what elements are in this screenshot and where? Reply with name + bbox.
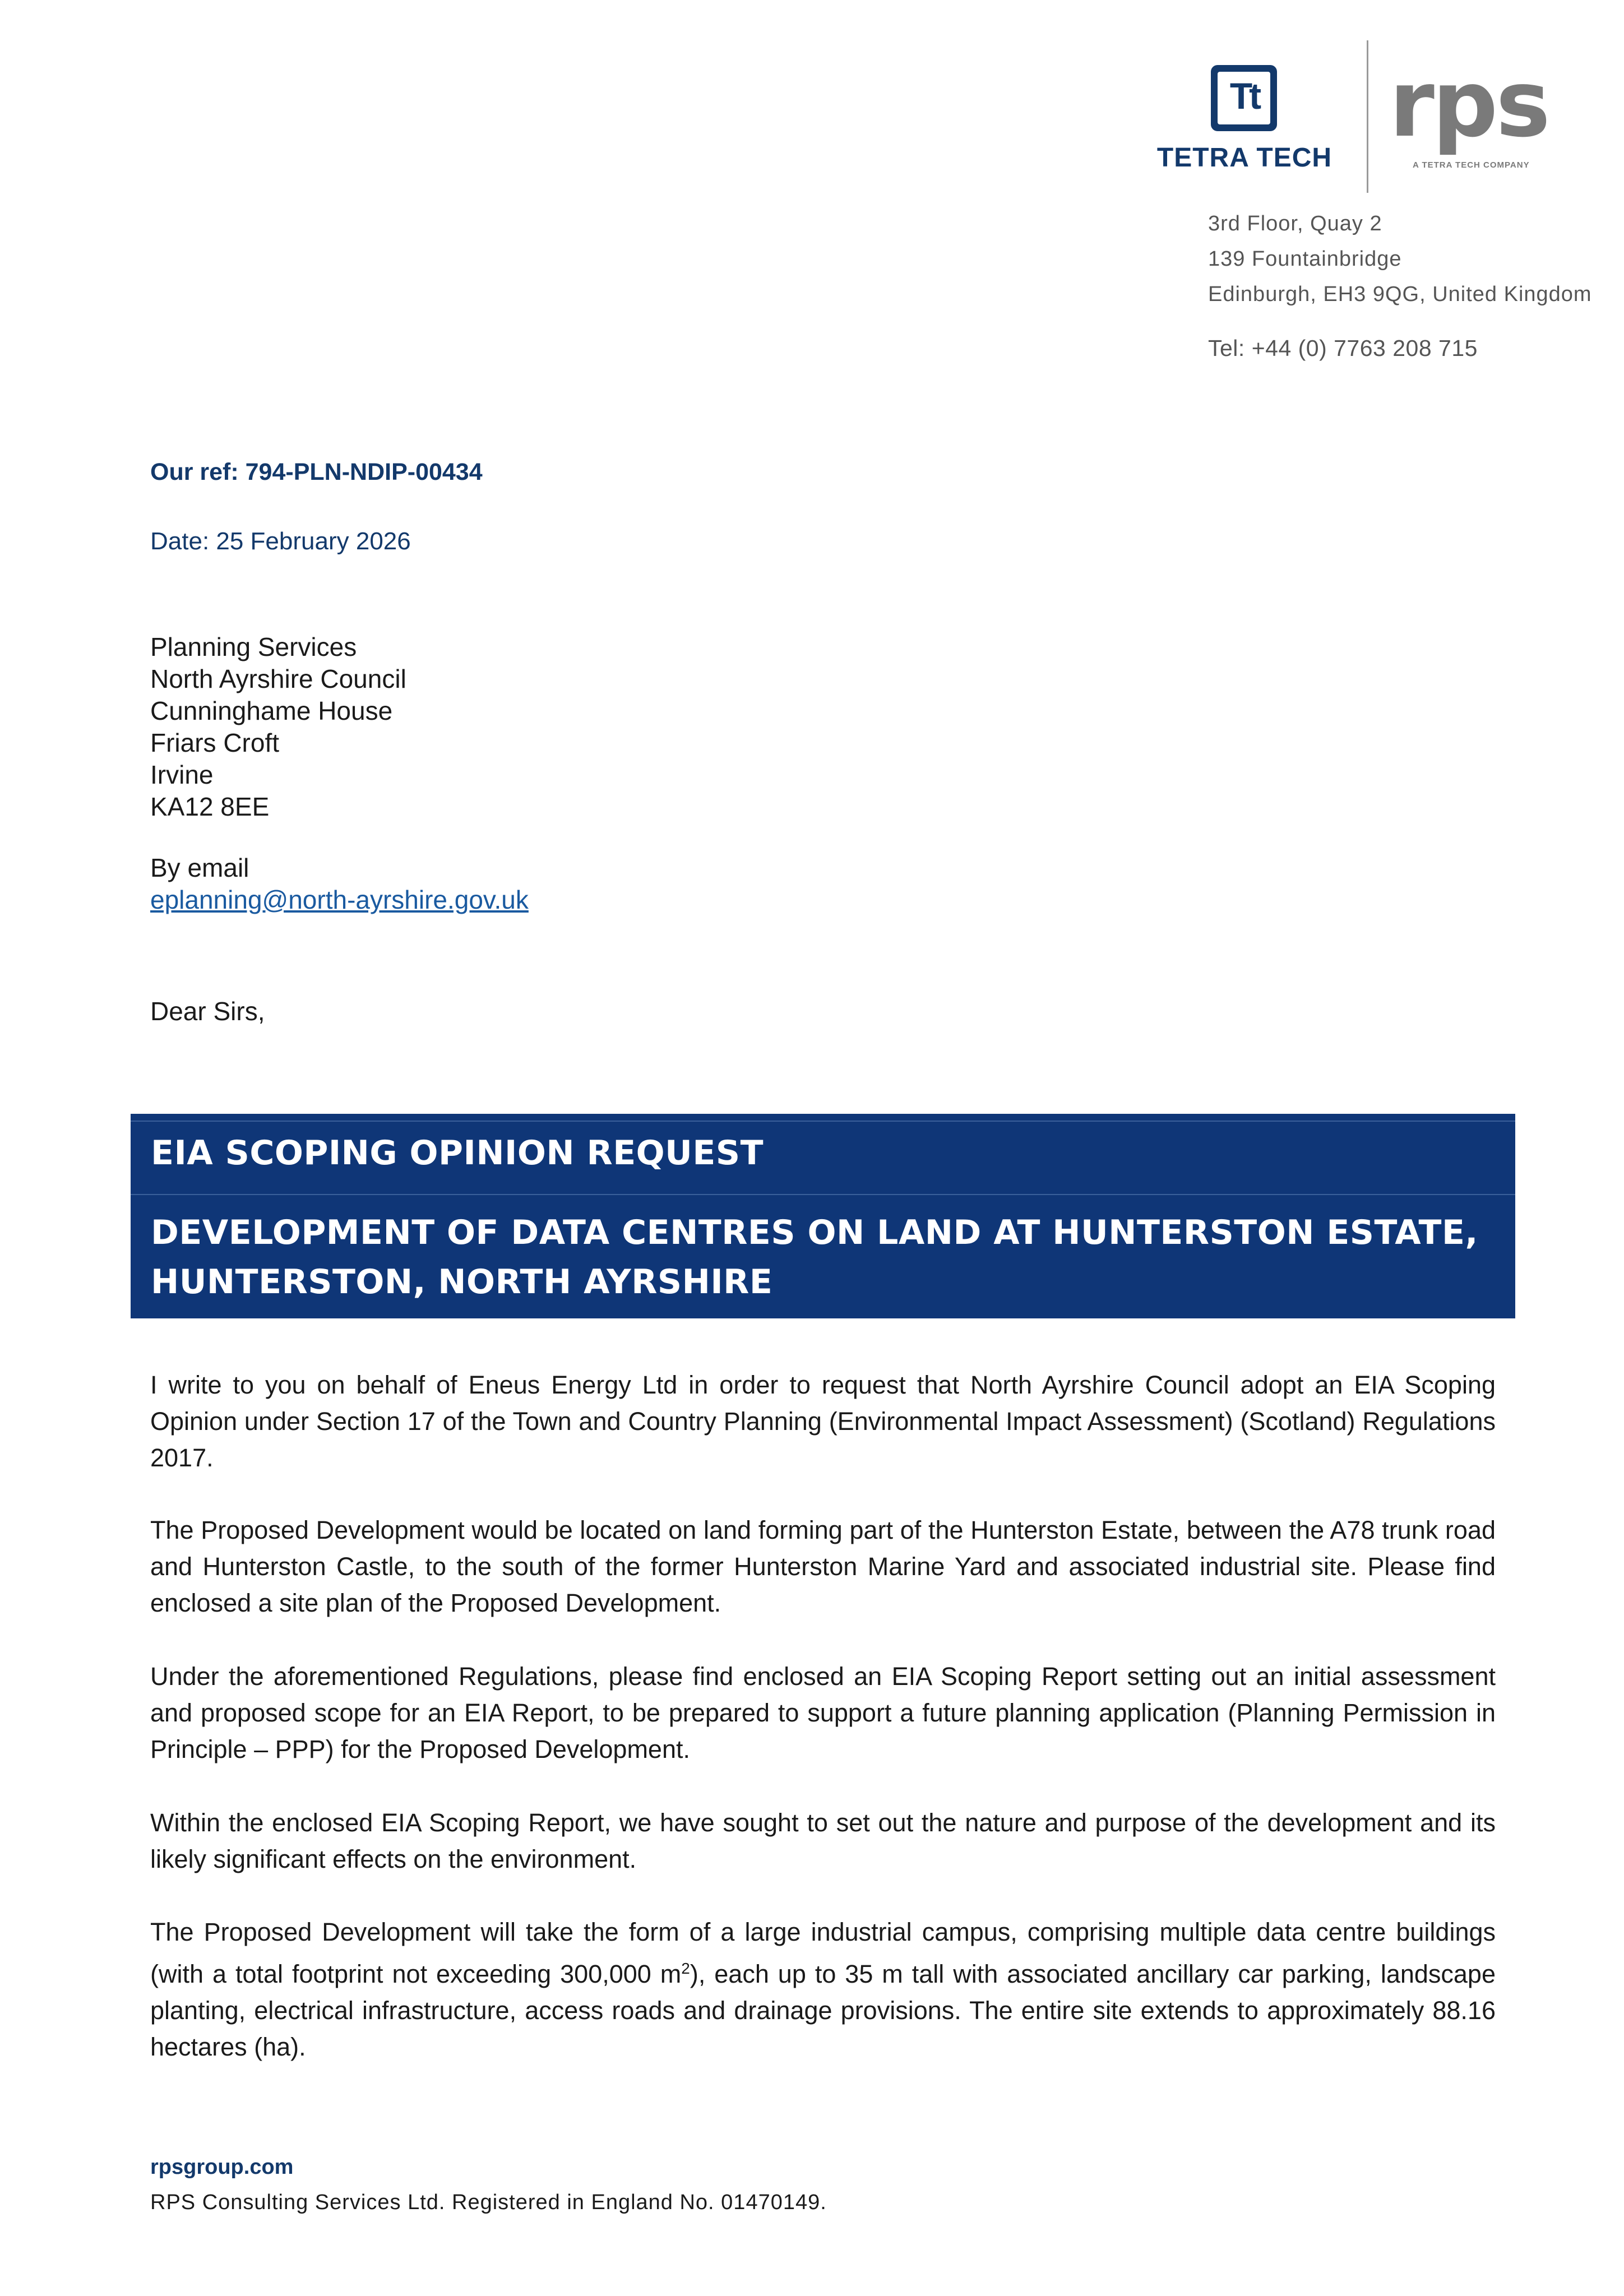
footer-website-link[interactable]: rpsgroup.com [150,2155,294,2179]
body-paragraph-4: Within the enclosed EIA Scoping Report, we have sought to set out the nature and purpose of the development and its likely significant effects on the environment. [150,1808,1496,1873]
banner-subtitle-line-2: HUNTERSTON, NORTH AYRSHIRE [151,1262,773,1302]
footer-registration: RPS Consulting Services Ltd. Registered in England No. 01470149. [150,2191,827,2214]
rps-logo [1389,50,1569,173]
recipient-address [150,631,406,823]
recipient-line: Friars Croft [150,728,279,757]
address-line-2: 139 Fountainbridge [1208,247,1402,271]
body-paragraph-2: The Proposed Development would be located on land forming part of the Hunterston Estate, between the A78 trunk road and Hunterston Castle, to the south of the former Hunterston Marine Yard and associated industrial site. Please find enclosed a site plan of the Proposed Development. [150,1516,1496,1617]
recipient-line: Cunninghame House [150,696,393,725]
email-link[interactable]: eplanning@north-ayrshire.gov.uk [150,885,529,914]
superscript-2: 2 [681,1960,690,1977]
by-email-label: By email [150,853,249,882]
tetra-tech-wordmark: TETRA TECH [1156,143,1332,173]
banner-title: EIA SCOPING OPINION REQUEST [151,1133,764,1173]
rps-tagline: A TETRA TECH COMPANY [1413,160,1530,170]
body-paragraph-1: I write to you on behalf of Eneus Energy Ltd in order to request that North Ayrshire Council adopt an EIA Scoping Opinion under Section 17 of the Town and Country Planning (Environmental Impact Assessment) (Scotland) Regulations 2017. [150,1371,1496,1472]
title-banner [131,1114,1515,1318]
recipient-line: Planning Services [150,632,357,661]
rps-wordmark: rps [1389,50,1548,158]
logo-divider [1367,40,1368,193]
letter-date: Date: 25 February 2026 [150,527,411,555]
salutation: Dear Sirs, [150,997,265,1026]
our-reference: Our ref: 794-PLN-NDIP-00434 [150,459,483,485]
tetra-tech-logo [1144,62,1345,174]
paragraph-5-text-start: The Proposed Development will take the form of a large industrial campus, comprising multiple data centre buildings (with a total footprint not exceeding 300,000 m [150,1918,1496,1988]
tetra-tech-logo-mark [1211,65,1277,131]
address-line-1: 3rd Floor, Quay 2 [1208,212,1382,235]
body-paragraph-3: Under the aforementioned Regulations, please find enclosed an EIA Scoping Report setting out an initial assessment and proposed scope for an EIA Report, to be prepared to support a future planning application (Planning Permission in Principle – PPP) for the Proposed Development. [150,1662,1496,1763]
recipient-line: Irvine [150,760,214,789]
body-paragraph-5 [150,1914,1496,2065]
tetra-tech-logo-letters: Tt [1229,75,1259,117]
recipient-line: North Ayrshire Council [150,664,406,693]
address-line-3: Edinburgh, EH3 9QG, United Kingdom [1208,283,1592,306]
paragraph-5-text-end: ), each up to 35 m tall with associated ancillary car parking, landscape planting, electrical infrastructure, access roads and drainage provisions. The entire site extends to approximately 88.16 hectares (ha). [150,1960,1496,2061]
banner-subtitle-line-1: DEVELOPMENT OF DATA CENTRES ON LAND AT HUNTERSTON ESTATE, [151,1213,1478,1252]
email-line [150,884,529,916]
recipient-line: KA12 8EE [150,792,270,821]
telephone: Tel: +44 (0) 7763 208 715 [1208,335,1478,361]
